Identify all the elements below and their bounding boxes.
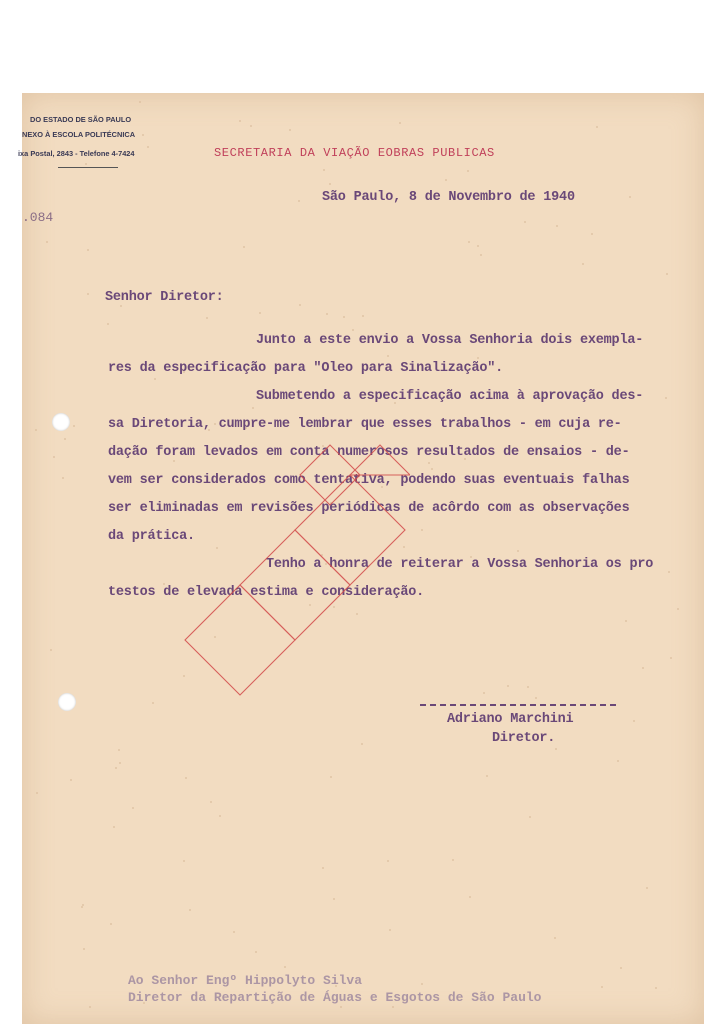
addressee-name: Ao Senhor Engº Hippolyto Silva [128,973,363,988]
paper-speck [118,749,120,751]
paper-speck [83,948,85,950]
paper-speck [445,179,447,181]
paper-speck [677,608,679,610]
paper-speck [625,620,627,622]
body-line: da prática. [108,529,195,544]
paper-speck [629,196,631,198]
paper-speck [147,146,149,148]
letterhead-rule [58,167,118,168]
punch-hole-top [52,413,70,431]
paper-speck [115,767,117,769]
letterhead-school: NEXO À ESCOLA POLITÉCNICA [22,130,136,139]
paper-speck [486,775,488,777]
letterhead-contact: ixa Postal, 2843 - Telefone 4-7424 [18,149,135,158]
punch-hole-bottom [58,693,76,711]
paper-speck [62,477,64,479]
paper-speck [85,163,87,165]
paper-speck [601,986,603,988]
paper-speck [185,777,187,779]
paper-speck [87,249,89,251]
paper-speck [110,923,112,925]
paper-speck [507,685,509,687]
addressee-office: Diretor da Repartição de Águas e Esgotos de São Paulo [128,990,542,1005]
paper-speck [206,317,208,319]
paper-speck [189,909,191,911]
paper-speck [666,273,668,275]
paper-speck [250,125,252,127]
body-line: vem ser considerados como tentativa, podendo suas eventuais falhas [108,473,630,488]
paper-speck [477,245,479,247]
paper-speck [70,779,72,781]
paper-speck [219,815,221,817]
paper-speck [323,169,325,171]
body-line: ser eliminadas em revisões periódicas de acôrdo com as observações [108,501,630,516]
letterhead-state: DO ESTADO DE SÃO PAULO [30,115,132,124]
paper-speck [483,692,485,694]
body-line: dação foram levados em conta numerosos resultados de ensaios - de- [108,445,630,460]
paper-speck [361,743,363,745]
paper-speck [284,966,286,968]
body-line: Junto a este envio a Vossa Senhoria dois exempla- [256,333,644,348]
paper-speck [113,826,115,828]
paper-speck [87,293,89,295]
paper-speck [527,686,529,688]
paper-speck [343,316,345,318]
paper-speck [233,931,235,933]
body-line: sa Diretoria, cumpre-me lembrar que esses trabalhos - em cuja re- [108,417,622,432]
paper-speck [524,221,526,223]
body-line: testos de elevada estima e consideração. [108,585,425,600]
paper-speck [399,122,401,124]
reference-number: .084 [22,210,54,225]
paper-speck [36,792,38,794]
addressee-block [128,972,541,1006]
signatory-title: Diretor. [492,731,556,746]
paper-speck [642,667,644,669]
paper-speck [322,867,324,869]
paper-speck [554,937,556,939]
paper-speck [362,315,364,317]
copy-stamp [180,395,410,725]
signatory-name: Adriano Marchini [447,712,574,727]
letterhead [18,112,136,161]
salutation: Senhor Diretor: [105,290,224,305]
paper-speck [469,896,471,898]
body-line: res da especificação para "Oleo para Sinalização". [108,361,504,376]
signature-line [420,704,616,706]
letter-date: São Paulo, 8 de Novembro de 1940 [322,190,575,205]
paper-speck [35,429,37,431]
department-header: SECRETARIA DA VIAÇÃO EOBRAS PUBLICAS [214,146,495,160]
body-line: Tenho a honra de reiterar a Vossa Senhoria os pro [266,557,654,572]
paper-speck [183,860,185,862]
paper-speck [255,951,257,953]
paper-speck [556,225,558,227]
body-line: Submetendo a especificação acima à aprovação des- [256,389,644,404]
